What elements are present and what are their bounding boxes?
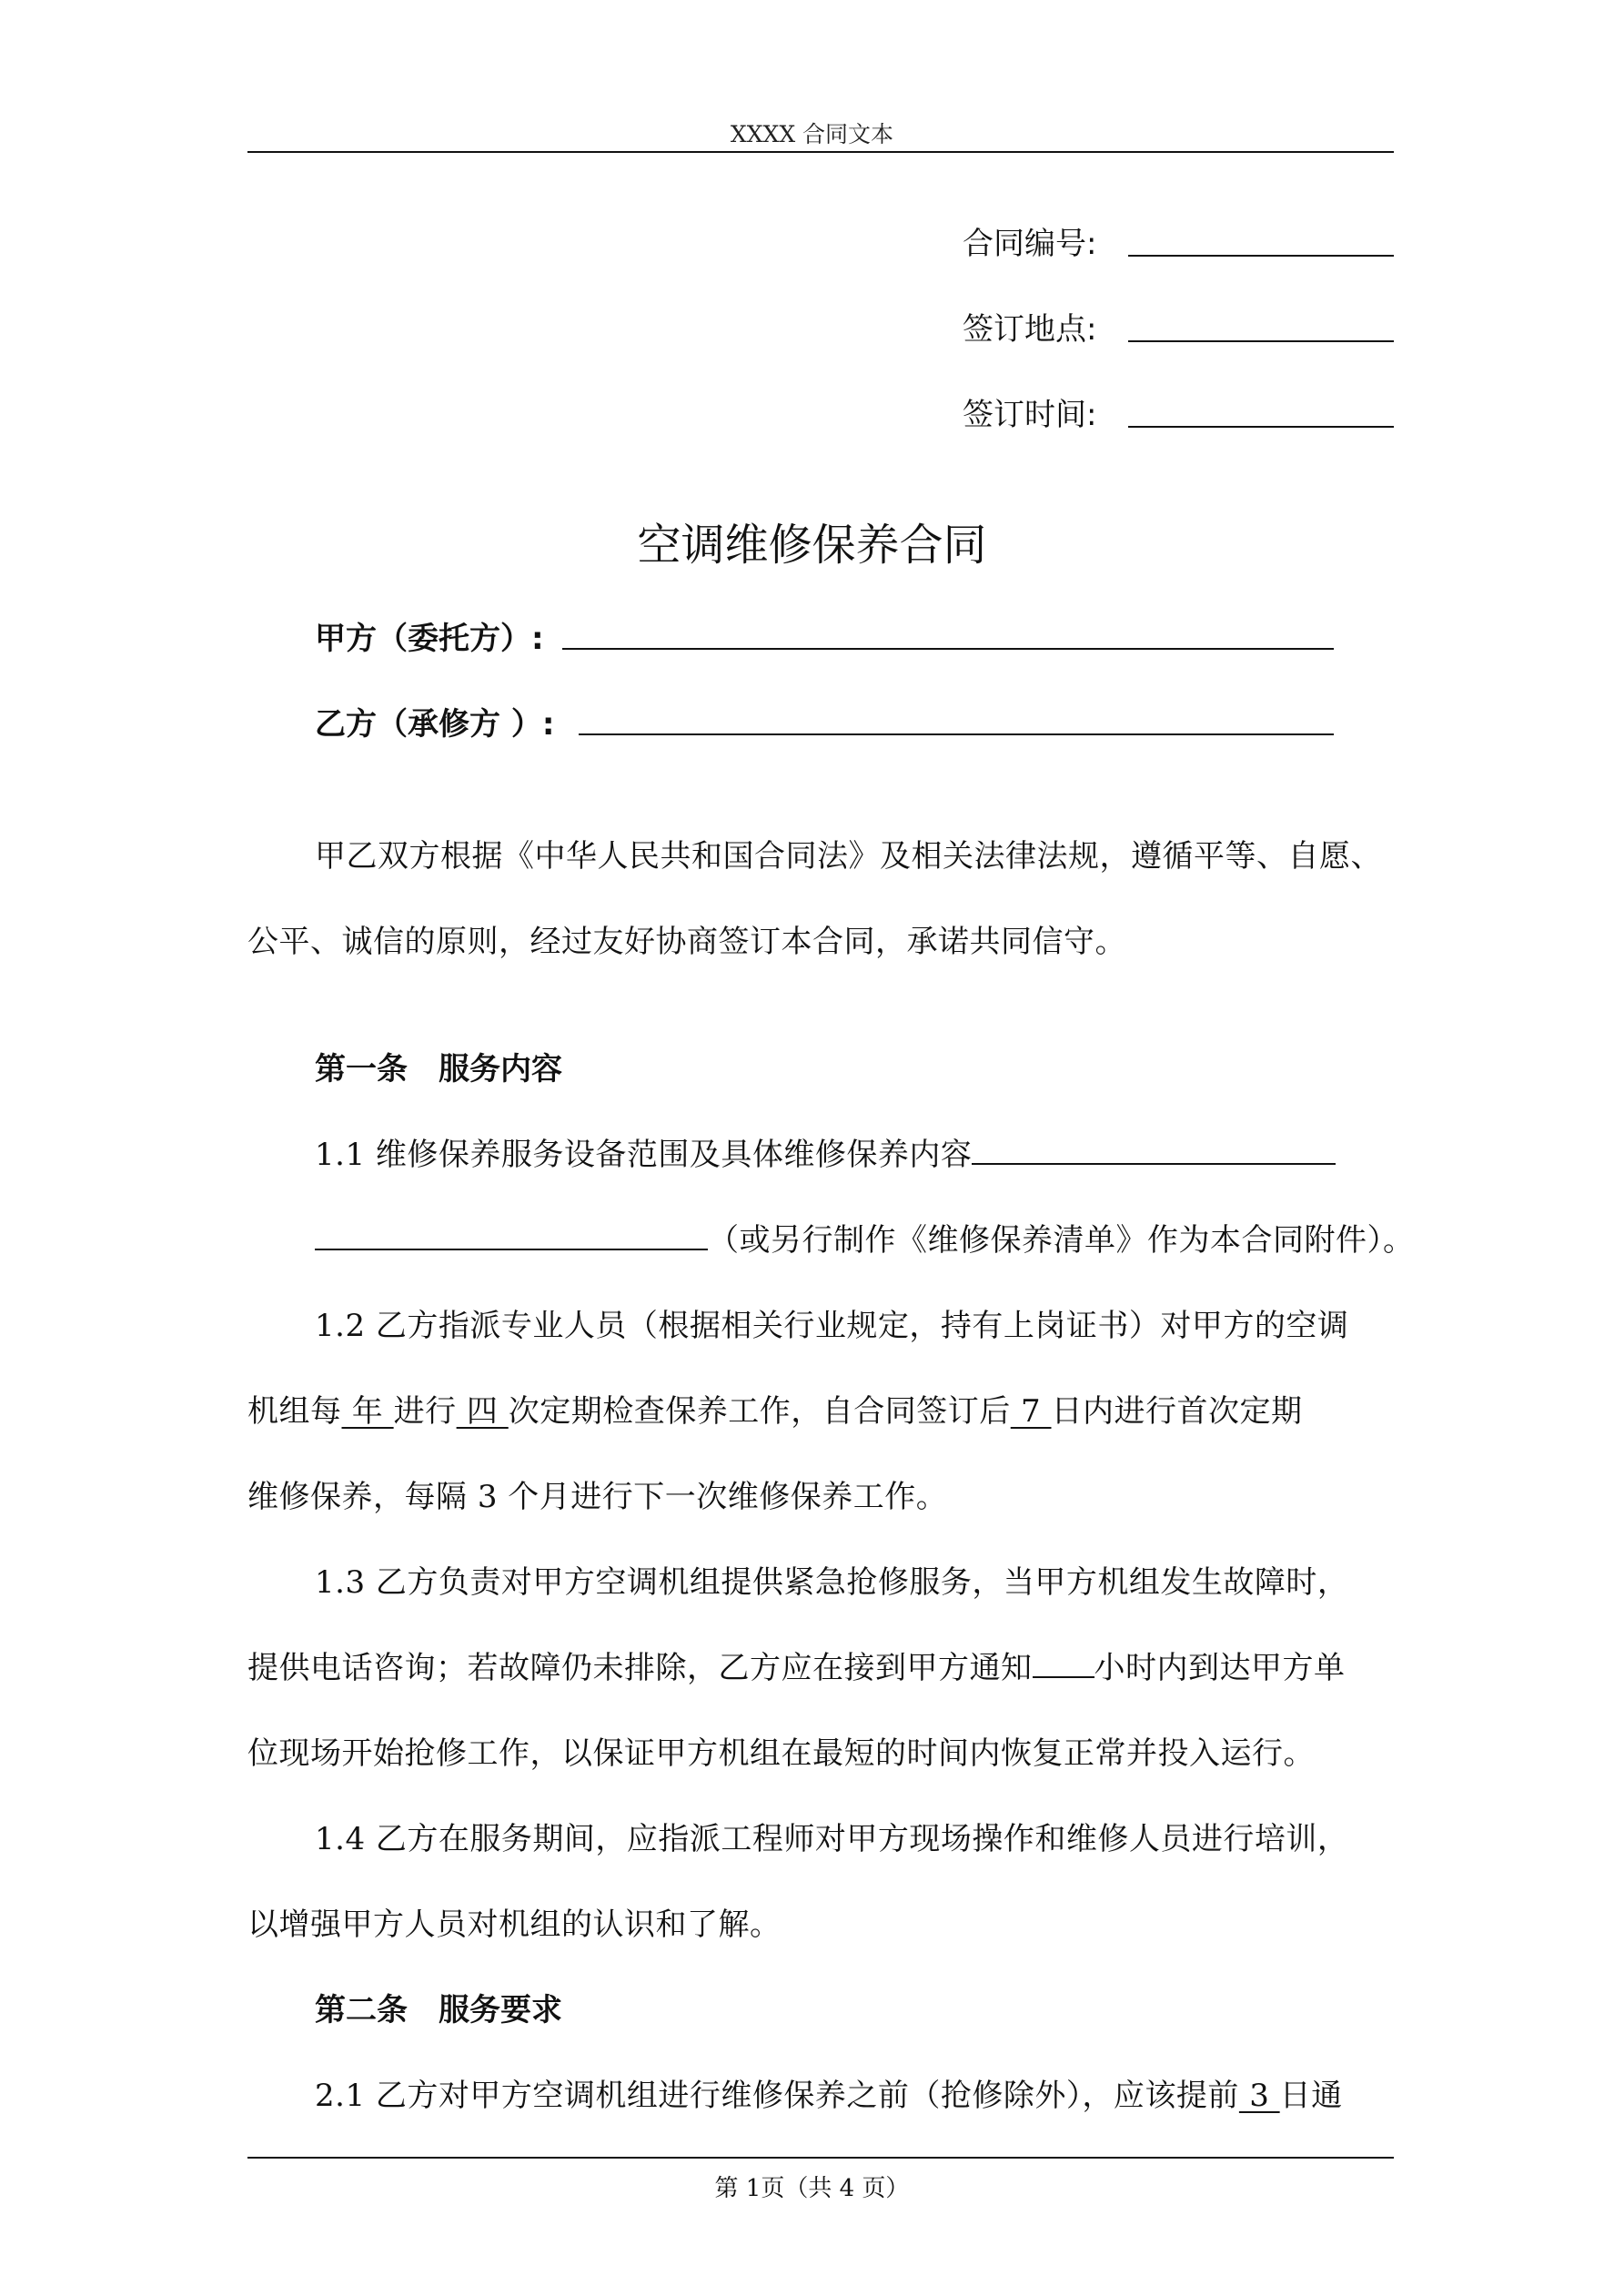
clause-2-1-line-1: [315, 2070, 1343, 2115]
clause-text: 维修保养服务设备范围及具体维修保养内容: [375, 1137, 973, 1173]
clause-1-2-line-1: [315, 1300, 1348, 1345]
clause-text: 乙方在服务期间，应指派工程师对甲方现场操作和维修人员进行培训，: [375, 1821, 1349, 1857]
clause-text: 机组每: [247, 1393, 342, 1430]
clause-text: 次定期检查保养工作，自合同签订后: [508, 1393, 1011, 1430]
clause-1-4-line-1: [315, 1814, 1348, 1858]
clause-1-1-line-1: [315, 1129, 1336, 1174]
equipment-scope-field[interactable]: [972, 1136, 1336, 1165]
article-2-heading: 第二条 服务要求: [315, 1992, 562, 2028]
clause-text: 进行: [393, 1393, 457, 1430]
signing-time-field[interactable]: [1128, 426, 1394, 428]
clause-text: 提供电话咨询；若故障仍未排除，乙方应在接到甲方通知: [247, 1650, 1033, 1686]
clause-1-3-line-2: [247, 1643, 1346, 1687]
clause-text: 维修保养，每隔: [247, 1479, 468, 1515]
page-footer: 第 1页（共 4 页）: [714, 2175, 910, 2202]
clause-1-4-line-2: 以增强甲方人员对机组的认识和了解。: [247, 1907, 782, 1943]
clause-1-3-line-3: 位现场开始抢修工作，以保证甲方机组在最短的时间内恢复正常并投入运行。: [247, 1735, 1315, 1772]
article-1-heading: 第一条 服务内容: [315, 1051, 562, 1087]
preamble-line-1: 甲乙双方根据《中华人民共和国合同法》及相关法律法规，遵循平等、自愿、: [315, 838, 1382, 875]
clause-text: 乙方指派专业人员（根据相关行业规定，持有上岗证书）对甲方的空调: [375, 1308, 1349, 1344]
signing-time-label: 签订时间:: [963, 397, 1097, 433]
clause-text: （或另行制作《维修保养清单》作为本合同附件）。: [708, 1222, 1415, 1259]
preamble-line-2: 公平、诚信的原则，经过友好协商签订本合同，承诺共同信守。: [247, 924, 1126, 960]
first-maintenance-days-value[interactable]: 7: [1010, 1393, 1052, 1430]
clause-1-2-line-2: [247, 1386, 1303, 1431]
signing-place-field[interactable]: [1128, 340, 1394, 342]
clause-number: 1.1: [315, 1137, 366, 1173]
header-divider: [247, 151, 1394, 153]
advance-notice-days-value[interactable]: 3: [1238, 2078, 1280, 2114]
contract-number-label: 合同编号:: [963, 226, 1097, 262]
contract-number-field[interactable]: [1128, 255, 1394, 257]
maintenance-period-value[interactable]: 年: [341, 1393, 394, 1430]
party-a-field[interactable]: [562, 648, 1334, 650]
clause-number: 1.3: [315, 1564, 366, 1601]
page-header: XXXX 合同文本: [730, 121, 894, 147]
clause-1-2-line-3: [247, 1472, 947, 1516]
interval-months-value: 3: [477, 1479, 498, 1515]
clause-text: 个月进行下一次维修保养工作。: [508, 1479, 948, 1515]
party-b-label: 乙方（承修方 ）:: [315, 706, 555, 743]
clause-1-3-line-1: [315, 1557, 1348, 1602]
clause-text: 乙方对甲方空调机组进行维修保养之前（抢修除外），应该提前: [375, 2078, 1239, 2114]
signing-place-label: 签订地点:: [963, 311, 1097, 348]
document-title: 空调维修保养合同: [637, 520, 987, 571]
clause-number: 1.4: [315, 1821, 366, 1857]
clause-number: 2.1: [315, 2078, 366, 2114]
footer-divider: [247, 2157, 1394, 2159]
clause-text: 日内进行首次定期: [1051, 1393, 1303, 1430]
party-a-label: 甲方（委托方）:: [315, 621, 544, 657]
response-hours-field[interactable]: [1033, 1649, 1094, 1678]
clause-text: 乙方负责对甲方空调机组提供紧急抢修服务，当甲方机组发生故障时，: [375, 1564, 1349, 1601]
clause-text: 日通: [1279, 2078, 1343, 2114]
clause-text: 小时内到达甲方单: [1094, 1650, 1346, 1686]
clause-number: 1.2: [315, 1308, 366, 1344]
equipment-scope-field-continued[interactable]: [315, 1221, 708, 1250]
clause-1-1-line-2: [315, 1215, 1415, 1259]
maintenance-times-value[interactable]: 四: [456, 1393, 509, 1430]
party-b-field[interactable]: [579, 733, 1334, 735]
